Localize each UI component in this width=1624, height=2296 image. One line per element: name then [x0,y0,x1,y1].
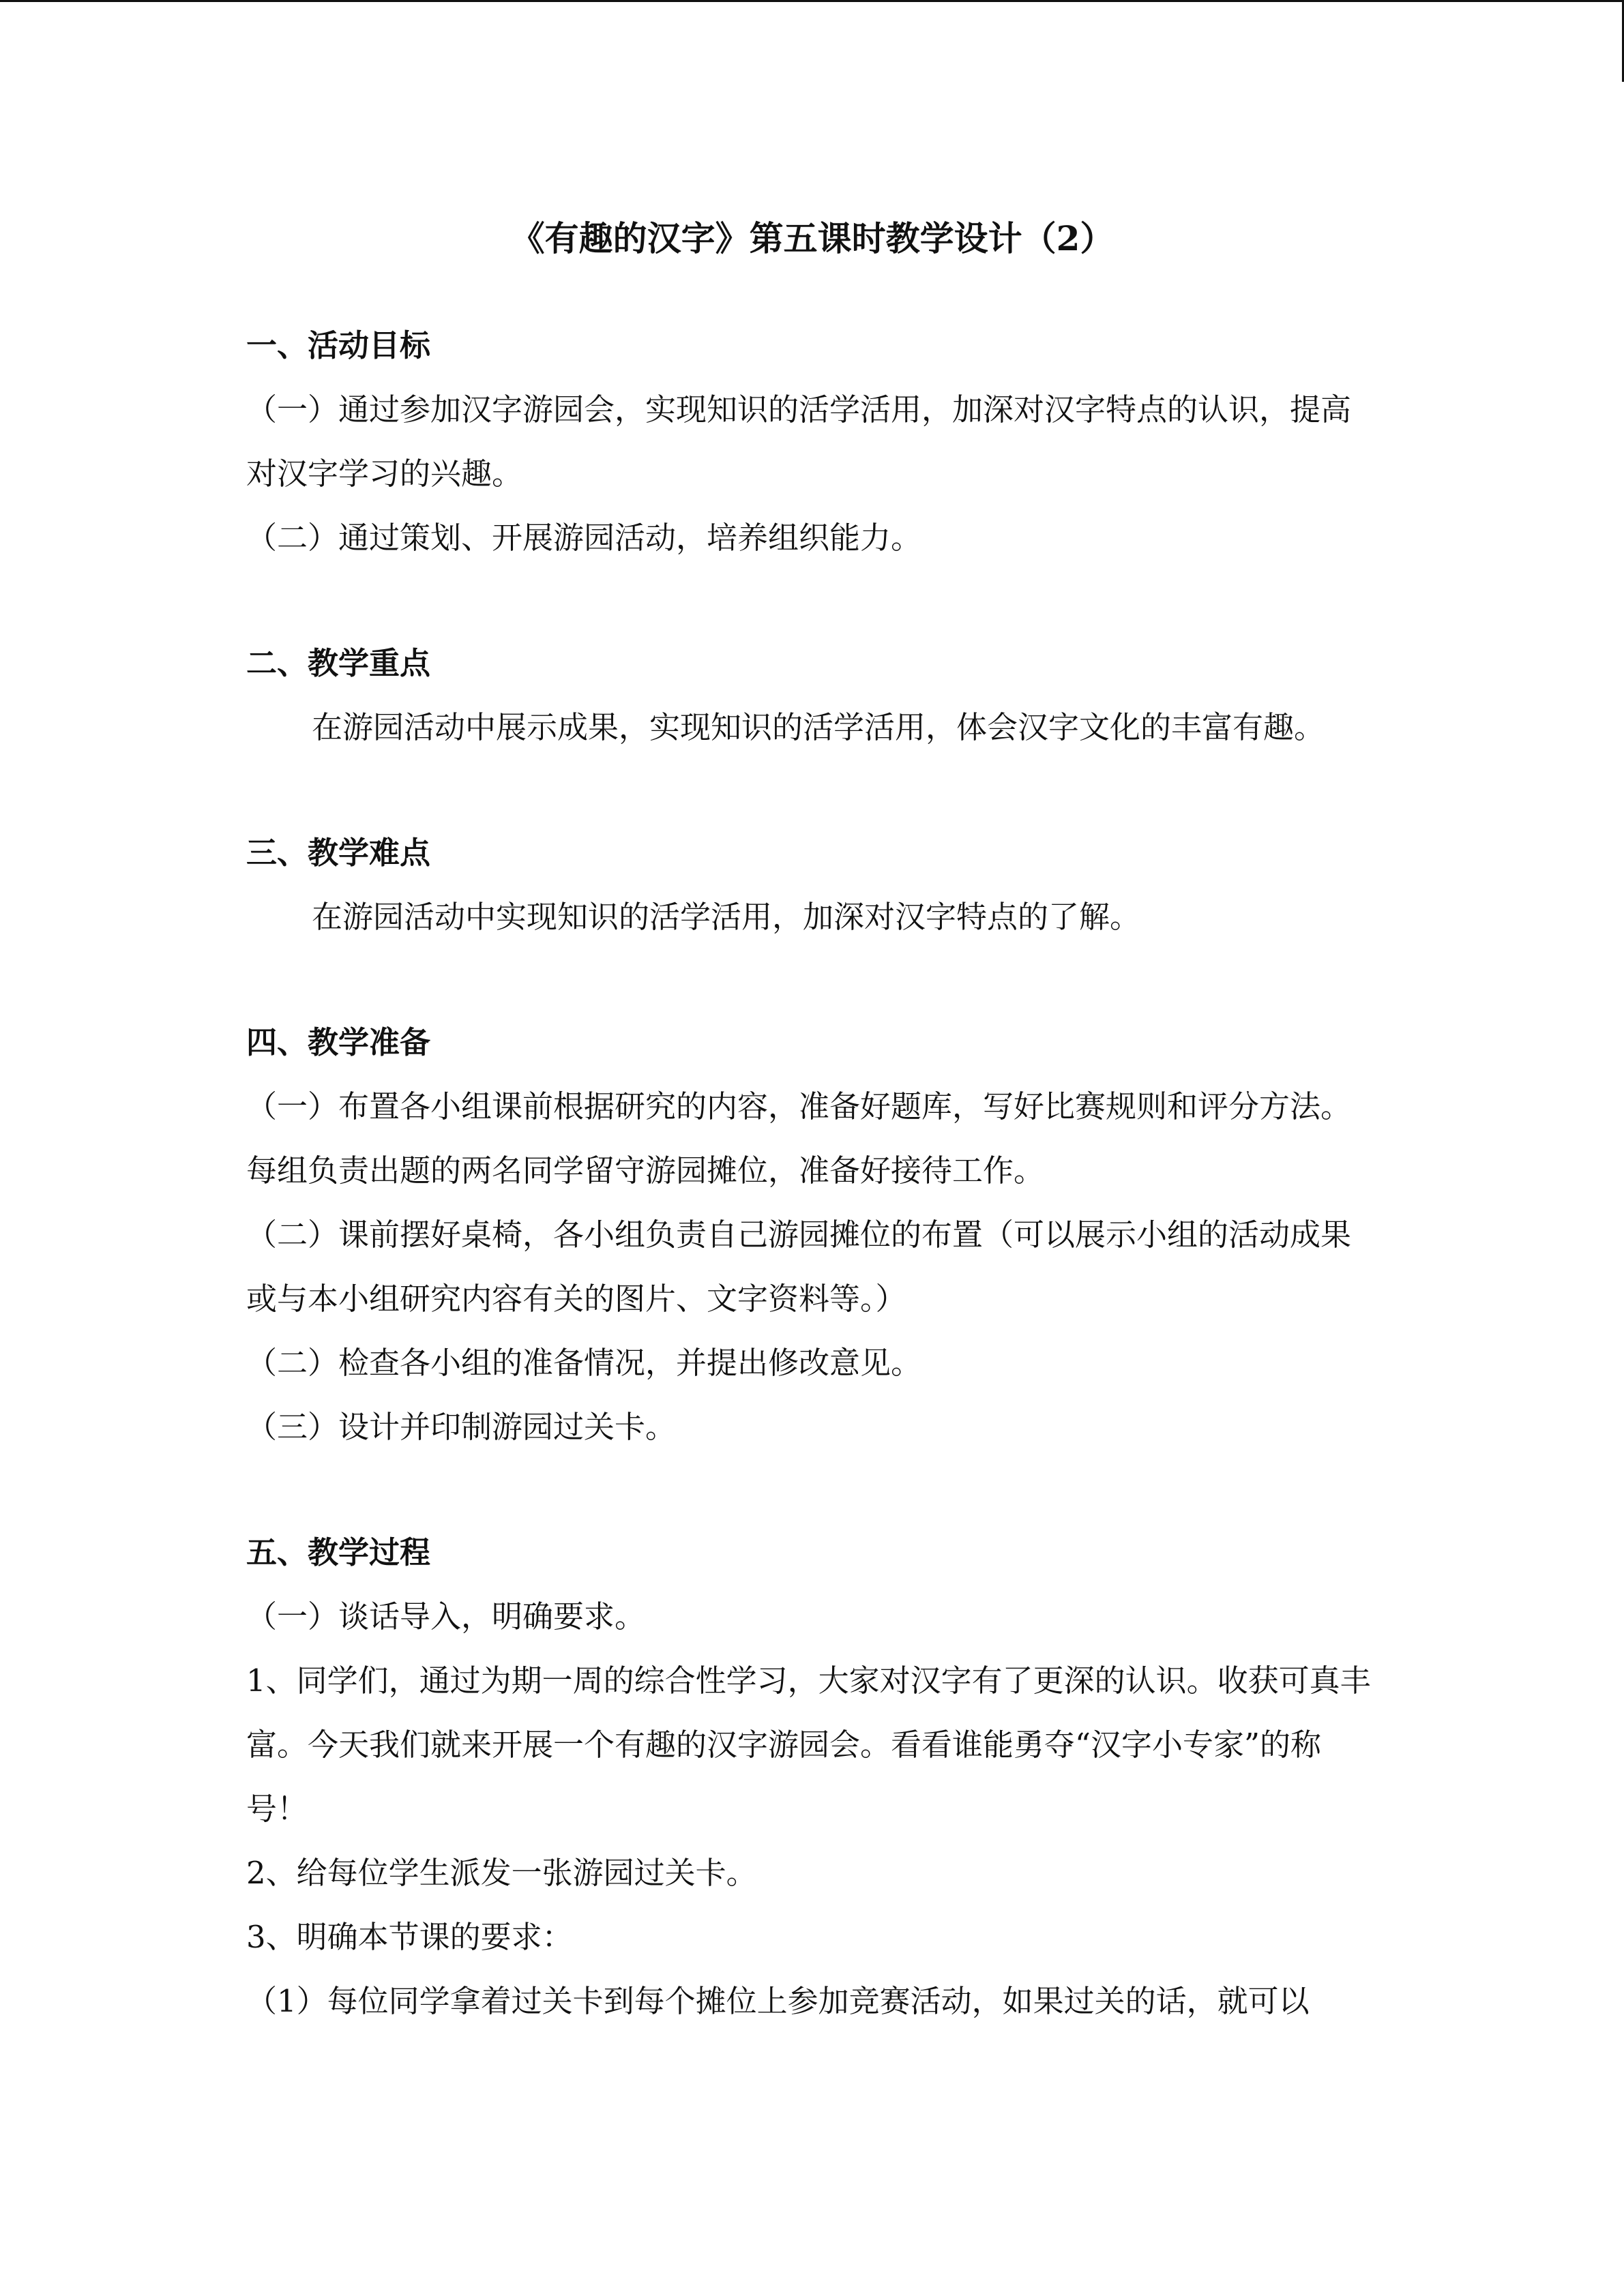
paragraph: （一）布置各小组课前根据研究的内容，准备好题库，写好比赛规则和评分方法。每组负责出题的两名同学留守游园摊位，准备好接待工作。 [246,1088,1352,1189]
paragraph: （1）每位同学拿着过关卡到每个摊位上参加竞赛活动，如果过关的话，就可以 [246,1983,1310,2019]
paragraph: （二）检查各小组的准备情况，并提出修改意见。 [246,1345,922,1381]
paragraph: （二）课前摆好桌椅，各小组负责自己游园摊位的布置（可以展示小组的活动成果或与本小组研究内容有关的图片、文字资料等。） [246,1217,1352,1317]
document-page [246,205,1378,2033]
paragraph: 3、明确本节课的要求： [246,1919,573,1955]
section-heading-key-points: 二、教学重点 [246,645,431,681]
paragraph: 1、同学们，通过为期一周的综合性学习，大家对汉字有了更深的认识。收获可真丰富。今天我们就来开展一个有趣的汉字游园会。看看谁能勇夺“汉字小专家”的称号！ [246,1663,1371,1827]
paragraph: （二）通过策划、开展游园活动，培养组织能力。 [246,520,922,556]
paragraph: （一）通过参加汉字游园会，实现知识的活学活用，加深对汉字特点的认识，提高对汉字学习的兴趣。 [246,391,1352,492]
paragraph: （一）谈话导入，明确要求。 [246,1598,646,1635]
section-heading-preparation: 四、教学准备 [246,1024,431,1060]
section-heading-difficulties: 三、教学难点 [246,835,431,871]
document-title: 《有趣的汉字》第五课时教学设计（2） [510,218,1114,258]
paragraph: 在游园活动中展示成果，实现知识的活学活用，体会汉字文化的丰富有趣。 [312,709,1325,745]
paragraph: （三）设计并印制游园过关卡。 [246,1409,677,1445]
section-heading-process: 五、教学过程 [246,1534,431,1570]
page-top-border [0,0,1624,2]
paragraph: 在游园活动中实现知识的活学活用，加深对汉字特点的了解。 [312,899,1141,935]
section-heading-objectives: 一、活动目标 [246,327,431,363]
paragraph: 2、给每位学生派发一张游园过关卡。 [246,1855,757,1891]
